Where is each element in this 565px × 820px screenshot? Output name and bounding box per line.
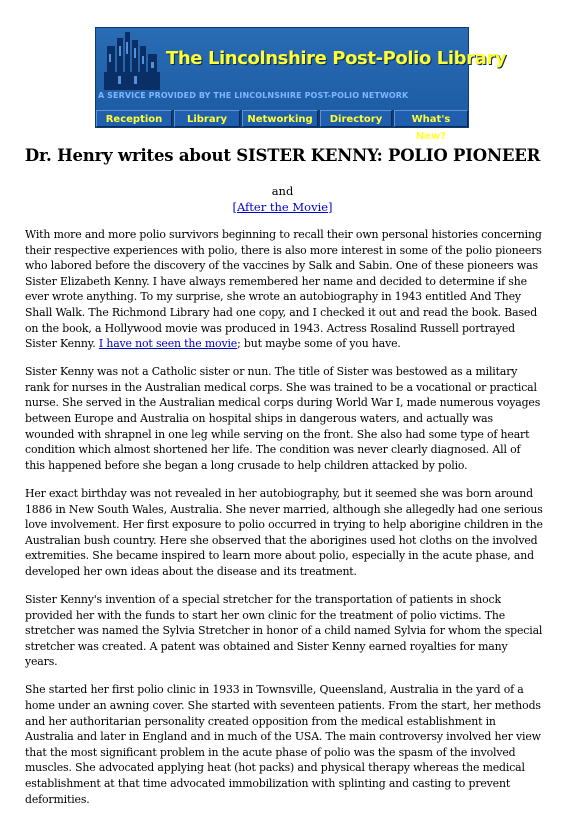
after-movie-link[interactable]: [After the Movie] xyxy=(232,200,333,214)
site-banner xyxy=(95,27,507,142)
paragraph-intro-end: ; but maybe some of you have. xyxy=(237,337,401,351)
nav-library-button[interactable]: Library xyxy=(174,110,240,127)
cathedral-logo-icon xyxy=(104,32,160,90)
paragraph-intro xyxy=(25,227,543,352)
article-body xyxy=(25,227,543,820)
paragraph: Her exact birthday was not revealed in her autobiography, but it seemed she was born around 1886 in New South Wales, Australia. She never married, although she allegedly had one serious love involvement. Her first exposure to polio occurred in trying to help aborigine children in the Australian bush country. Here she observed that the aborigines used hot cloths on the involved extremities. She became inspired to learn more about polio, especially in the acute phase, and developed her own ideas about the disease and its treatment. xyxy=(25,486,543,578)
paragraph: Sister Kenny was not a Catholic sister or nun. The title of Sister was bestowed as a military rank for nurses in the Australian medical corps. She was trained to be a vocational or practical nurse. She served in the Australian medical corps during World War I, made numerous voyages between Europe and Australia on hospital ships in dangerous waters, and actually was wounded with shrapnel in one leg while serving on the front. She also had some type of heart condition which almost shortened her life. The condition was never clearly diagnosed. All of this happened before she began a long crusade to help children attacked by polio. xyxy=(25,365,541,472)
nav-whats-new-button[interactable]: What's New? xyxy=(394,110,468,127)
nav-networking-button[interactable]: Networking xyxy=(242,110,318,127)
site-title: The Lincolnshire Post-Polio Library xyxy=(166,48,507,69)
nav-reception-button[interactable]: Reception xyxy=(96,110,172,127)
article-title: Dr. Henry writes about SISTER KENNY: POLIO PIONEER xyxy=(24,146,541,165)
site-nav xyxy=(96,110,468,142)
movie-link[interactable]: I have not seen the movie xyxy=(98,337,238,351)
after-movie-line xyxy=(0,200,565,214)
and-text: and xyxy=(271,184,294,198)
paragraph-intro-text: With more and more polio survivors beginning to recall their own personal histories concerning their respective experiences with polio, there is also more interest in some of the polio pioneers who labored before the discovery of the vaccines by Salk and Sabin. One of these pioneers was Sister Elizabeth Kenny. I have always remembered her name and decided to determine if she ever wrote anything. To my surprise, she wrote an autobiography in 1943 entitled And They Shall Walk. The Richmond Library had one copy, and I checked it out and read the book. Based on the book, a Hollywood movie was produced in 1943. Actress Rosalind Russell portrayed Sister Kenny. xyxy=(25,228,542,351)
nav-directory-button[interactable]: Directory xyxy=(320,110,392,127)
paragraph: She started her first polio clinic in 1933 in Townsville, Queensland, Australia in the yard of a home under an awning cover. She started with seventeen patients. From the start, her methods and her authoritarian personality created opposition from the medical establishment in Australia and later in England and in much of the USA. The main controversy involved her view that the most significant problem in the acute phase of polio was the spasm of the involved muscles. She advocated applying heat (hot packs) and physical therapy whereas the medical establishment at that time advocated immobilization with splinting and casting to prevent deformities. xyxy=(25,683,541,806)
paragraph: Sister Kenny's invention of a special stretcher for the transportation of patients in shock provided her with the funds to start her own clinic for the treatment of polio victims. The stretcher was named the Sylvia Stretcher in honor of a child named Sylvia for whom the special stretcher was created. A patent was obtained and Sister Kenny earned royalties for many years. xyxy=(25,592,543,669)
site-subtitle: A SERVICE PROVIDED BY THE LINCOLNSHIRE POST-POLIO NETWORK xyxy=(98,91,409,100)
